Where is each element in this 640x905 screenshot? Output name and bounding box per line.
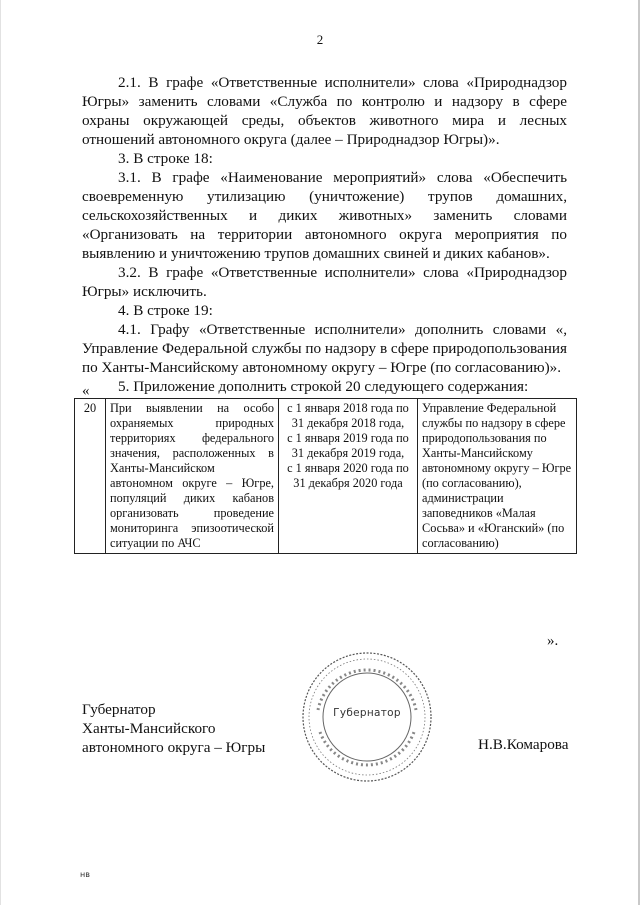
stamp-label: Губернатор xyxy=(333,707,401,719)
paragraph-4: 4. В строке 19: xyxy=(118,302,213,319)
signatory-title-line: Ханты-Мансийского xyxy=(82,720,216,737)
executor-initials: нв xyxy=(80,870,90,879)
term-line: с 1 января 2019 года по 31 декабря 2019 года, xyxy=(287,431,409,460)
paragraph-3: 3. В строке 18: xyxy=(118,150,213,167)
action-cell: При выявлении на особо охраняемых природных территориях федерального значения, расположенных в Ханты-Мансийском автономном округе – Югре, популяций диких кабанов организовать проведение мониторинга эпизоотической ситуации по АЧС xyxy=(106,399,279,554)
signatory-title-line: Губернатор xyxy=(82,701,156,718)
signatory-title xyxy=(82,700,265,757)
signatory-title-line: автономного округа – Югры xyxy=(82,739,266,756)
scan-left-edge xyxy=(0,0,1,905)
paragraph-3-2: 3.2. В графе «Ответственные исполнители» слова «Природнадзор Югры» исключить. xyxy=(82,264,567,300)
table-row xyxy=(75,399,577,554)
page-number: 2 xyxy=(316,32,324,47)
table-close-quote: ». xyxy=(547,633,559,649)
table-open-quote: « xyxy=(82,383,90,399)
row-number-cell: 20 xyxy=(75,399,106,554)
term-line: с 1 января 2018 года по 31 декабря 2018 года, xyxy=(287,401,409,430)
paragraph-3-1: 3.1. В графе «Наименование мероприятий» слова «Обеспечить своевременную утилизацию (уничтожение) трупов домашних, сельскохозяйственных и диких животных» заменить словами «Организовать на территории автономного округа мероприятия по выявлению и уничтожению трупов домашних свиней и диких кабанов». xyxy=(82,169,567,262)
document-body xyxy=(82,73,567,396)
paragraph-4-1: 4.1. Графу «Ответственные исполнители» дополнить словами «, Управление Федеральной службы по надзору в сфере природопользования по Ханты-Мансийскому автономному округу – Югре (по согласованию)». xyxy=(82,321,567,376)
term-line: с 1 января 2020 года по 31 декабря 2020 года xyxy=(287,461,409,490)
annex-table xyxy=(74,398,577,554)
paragraph-2-1: 2.1. В графе «Ответственные исполнители» слова «Природнадзор Югры» заменить словами «Служба по контролю и надзору в сфере охраны окружающей среды, объектов животного мира и лесных отношений автономного округа (далее – Природнадзор Югры)». xyxy=(82,74,567,148)
term-cell xyxy=(279,399,418,554)
responsible-cell: Управление Федеральной службы по надзору в сфере природопользования по Ханты-Мансийскому автономному округу – Югре (по согласованию), администрации заповедников «Малая Сосьва» и «Юганский» (по согласованию) xyxy=(418,399,577,554)
paragraph-5: 5. Приложение дополнить строкой 20 следующего содержания: xyxy=(118,378,529,395)
signatory-name: Н.В.Комарова xyxy=(478,736,569,753)
